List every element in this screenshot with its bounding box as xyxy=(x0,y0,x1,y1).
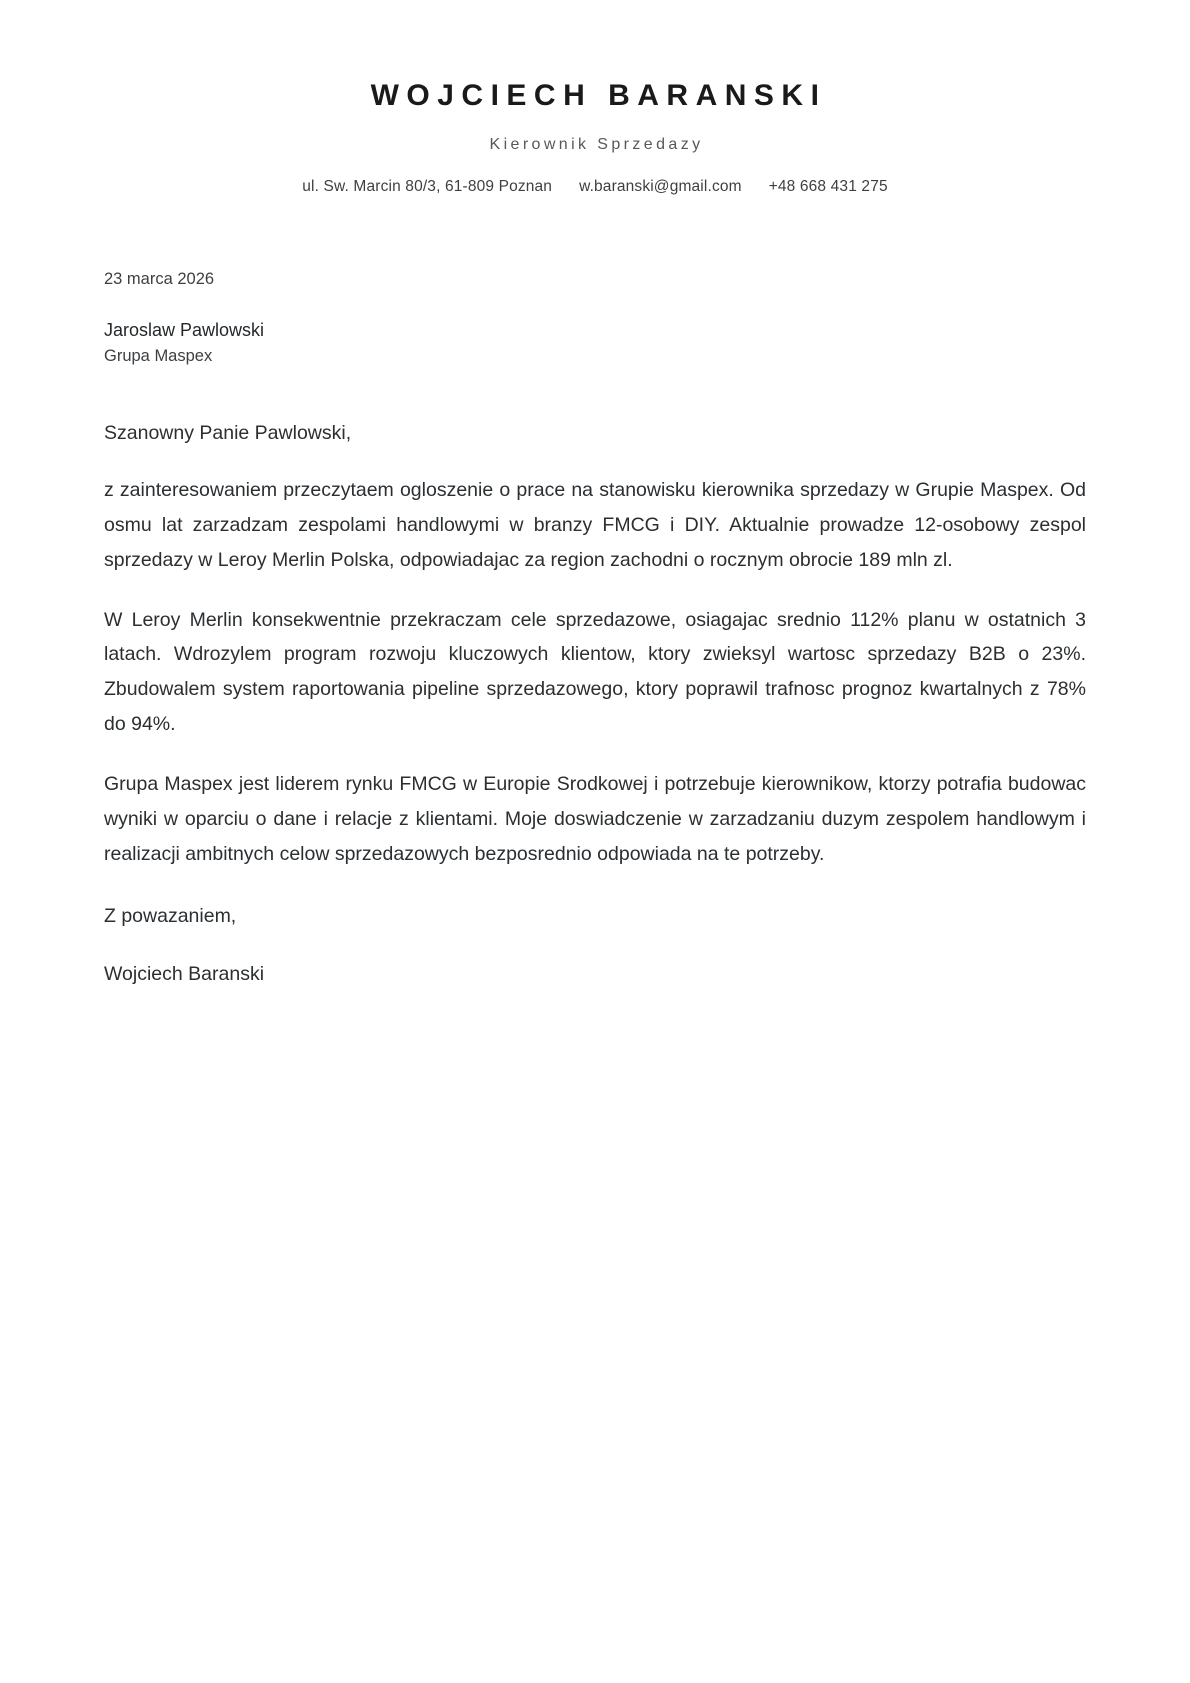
candidate-job-title: Kierownik Sprzedazy xyxy=(489,136,704,153)
salutation: Szanowny Panie Pawlowski, xyxy=(104,421,352,444)
recipient-block xyxy=(104,317,1086,369)
letter-date: 23 marca 2026 xyxy=(104,270,215,289)
contact-line xyxy=(0,154,1190,196)
signature-name: Wojciech Baranski xyxy=(104,962,265,985)
contact-address: ul. Sw. Marcin 80/3, 61-809 Poznan xyxy=(302,178,553,196)
letterhead xyxy=(0,0,1190,196)
closing-phrase: Z powazaniem, xyxy=(104,904,237,927)
recipient-name: Jaroslaw Pawlowski xyxy=(104,319,265,340)
letter-paragraph: z zainteresowaniem przeczytaem ogloszenie o prace na stanowisku kierownika sprzedazy w Grupie Maspex. Od osmu lat zarzadzam zespolami handlowymi w branzy FMCG i DIY. Aktualnie prowadze 12-osobowy zespol sprzedazy w Leroy Merlin Polska, odpowiadajac za region zachodni o rocznym obrocie 189 mln zl. xyxy=(104,478,1086,571)
letter-paragraph: W Leroy Merlin konsekwentnie przekraczam cele sprzedazowe, osiagajac srednio 112% planu w ostatnich 3 latach. Wdrozylem program rozwoju kluczowych klientow, ktory zwieksyl wartosc sprzedazy B2B o 23%. Zbudowalem system raportowania pipeline sprzedazowego, ktory poprawil trafnosc prognoz kwartalnych z 78% do 94%. xyxy=(104,608,1086,736)
contact-phone[interactable]: +48 668 431 275 xyxy=(768,178,888,196)
recipient-company: Grupa Maspex xyxy=(104,346,213,365)
contact-email[interactable]: w.baranski@gmail.com xyxy=(579,178,742,196)
letter-paragraph: Grupa Maspex jest liderem rynku FMCG w Europie Srodkowej i potrzebuje kierownikow, ktorzy potrafia budowac wyniki w oparciu o dane i relacje z klientami. Moje doswiadczenie w zarzadzaniu duzym zespolem handlowym i realizacji ambitnych celow sprzedazowych bezposrednio odpowiada na te potrzeby. xyxy=(104,773,1086,865)
letter-body xyxy=(0,269,1190,990)
candidate-name: WOJCIECH BARANSKI xyxy=(370,79,827,112)
